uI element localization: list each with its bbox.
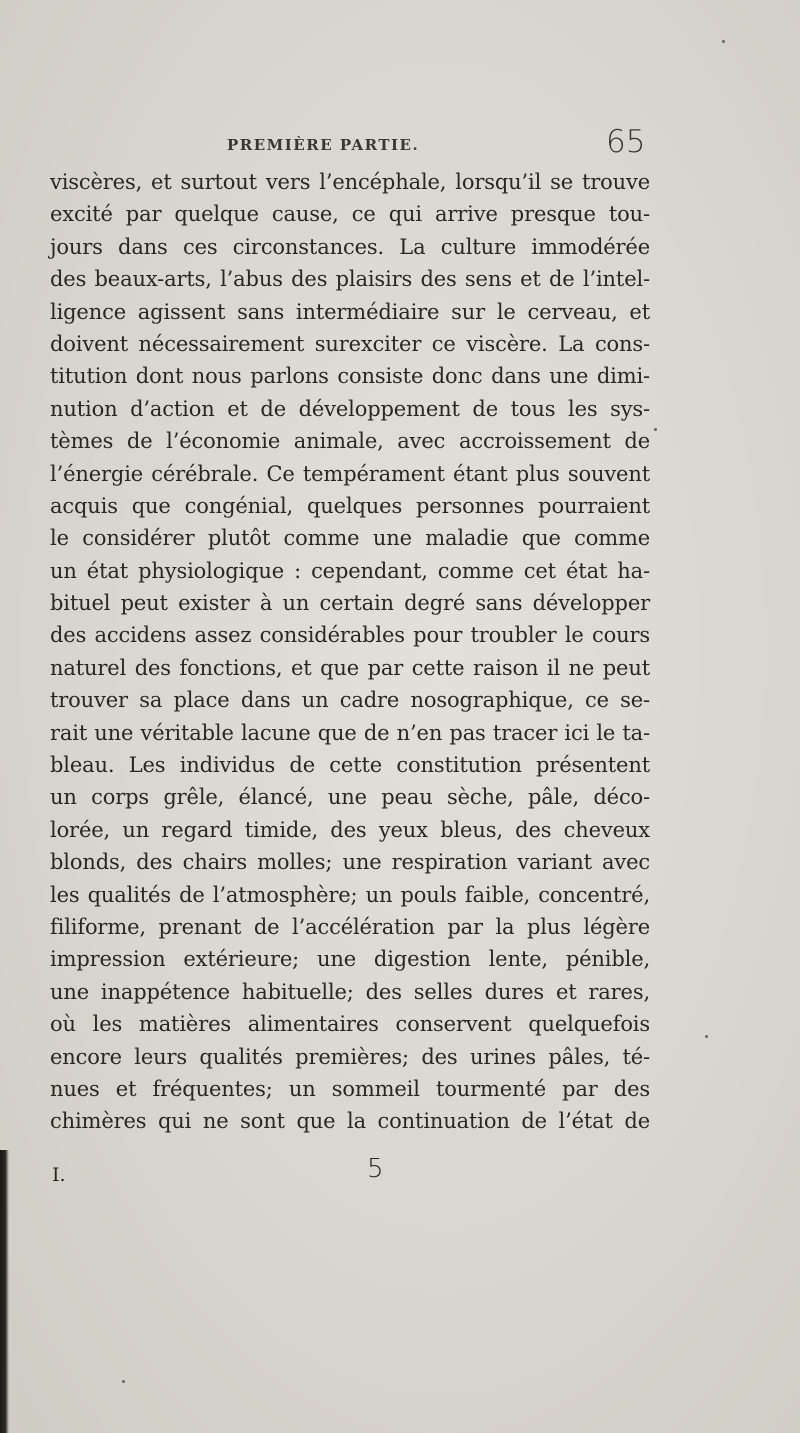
text-line: le considérer plutôt comme une maladie que comme	[50, 526, 650, 551]
text-line: des accidens assez considérables pour troubler le cours	[50, 623, 650, 648]
sheet-number: 5	[367, 1154, 384, 1184]
paper-speck	[122, 1380, 125, 1383]
text-line: nution d’action et de développement de tous les sys-	[50, 396, 650, 421]
text-line: doivent nécessairement surexciter ce viscère. La cons-	[50, 331, 650, 356]
paper-speck	[722, 40, 725, 43]
text-line: encore leurs qualités premières; des urines pâles, té-	[50, 1044, 650, 1069]
page-number: 65	[606, 124, 646, 160]
text-line: excité par quelque cause, ce qui arrive presque tou-	[50, 202, 650, 227]
text-line: trouver sa place dans un cadre nosographique, ce se-	[50, 688, 650, 713]
text-line: nues et fréquentes; un sommeil tourmenté par des	[50, 1076, 650, 1101]
body-text	[50, 166, 650, 1138]
text-line: ligence agissent sans intermédiaire sur le cerveau, et	[50, 299, 650, 324]
text-line: blonds, des chairs molles; une respiration variant avec	[50, 850, 650, 875]
paper-speck	[705, 1035, 708, 1038]
paper-speck	[654, 428, 657, 431]
text-line: chimères qui ne sont que la continuation de l’état de	[50, 1109, 650, 1134]
text-line: titution dont nous parlons consiste donc dans une dimi-	[50, 364, 650, 389]
text-line: une inappétence habituelle; des selles dures et rares,	[50, 979, 650, 1004]
text-line: jours dans ces circonstances. La culture immodérée	[50, 234, 650, 259]
text-line: filiforme, prenant de l’accélération par la plus légère	[50, 914, 650, 939]
text-line: les qualités de l’atmosphère; un pouls faible, concentré,	[50, 882, 650, 907]
text-line: tèmes de l’économie animale, avec accroissement de	[50, 429, 650, 454]
text-line: naturel des fonctions, et que par cette raison il ne peut	[50, 655, 650, 680]
text-line: bituel peut exister à un certain degré sans développer	[50, 591, 650, 616]
text-line: où les matières alimentaires conservent quelquefois	[50, 1012, 650, 1037]
text-line: bleau. Les individus de cette constitution présentent	[50, 753, 650, 778]
text-line: l’énergie cérébrale. Ce tempérament étant plus souvent	[50, 461, 650, 486]
text-line: un état physiologique : cependant, comme cet état ha-	[50, 558, 650, 583]
page-footer	[0, 1154, 800, 1196]
text-line: rait une véritable lacune que de n’en pas tracer ici le ta-	[50, 720, 650, 745]
text-line: impression extérieure; une digestion lente, pénible,	[50, 947, 650, 972]
text-line: des beaux-arts, l’abus des plaisirs des sens et de l’intel-	[50, 267, 650, 292]
text-line: lorée, un regard timide, des yeux bleus, des cheveux	[50, 817, 650, 842]
page-header	[0, 122, 800, 162]
text-line: viscères, et surtout vers l’encéphale, lorsqu’il se trouve	[50, 170, 650, 194]
signature-mark: I.	[52, 1164, 66, 1186]
text-line: un corps grêle, élancé, une peau sèche, pâle, déco-	[50, 785, 650, 810]
text-line: acquis que congénial, quelques personnes pourraient	[50, 493, 650, 518]
running-title: PREMIÈRE PARTIE.	[227, 136, 420, 154]
